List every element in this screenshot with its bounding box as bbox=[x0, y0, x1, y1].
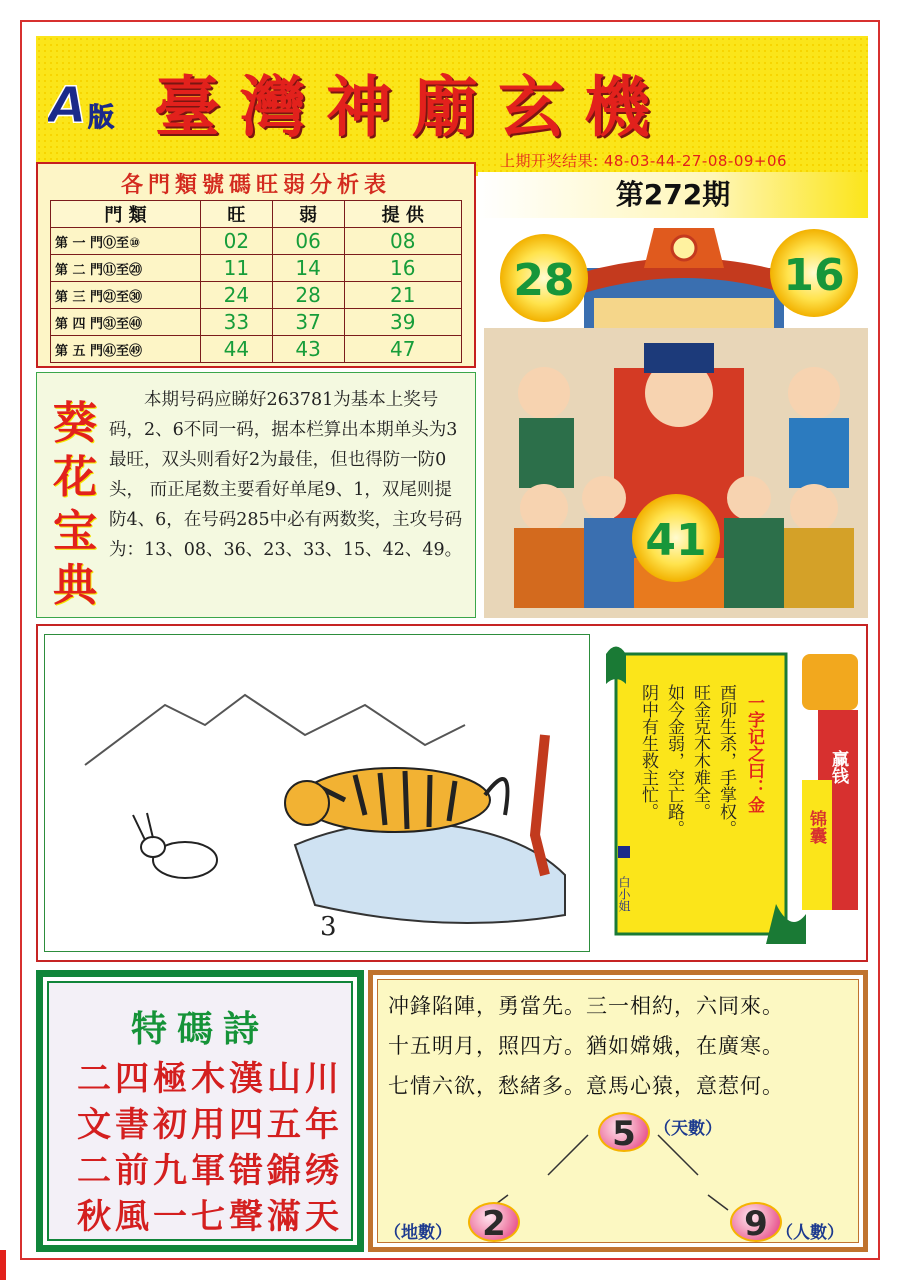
verse-box bbox=[368, 970, 868, 1252]
verse-line: 十五明月，照四方。猶如嫦娥，在廣寒。 bbox=[388, 1034, 784, 1058]
tigong-cell: 08 bbox=[344, 228, 461, 255]
scroll-line: 酉卯生杀，手掌权。 bbox=[716, 684, 736, 837]
treasure-box bbox=[36, 372, 476, 618]
wang-cell: 33 bbox=[201, 309, 273, 336]
side-tag-bottom: 锦囊 bbox=[806, 810, 826, 844]
scroll-line: 旺金克木木难全。 bbox=[690, 684, 710, 820]
tigong-cell: 39 bbox=[344, 309, 461, 336]
table-header: 提 供 bbox=[344, 201, 461, 228]
side-tag bbox=[798, 650, 862, 920]
door-cell: 第 五 門㊶至㊾ bbox=[51, 336, 201, 363]
heaven-label: （天數） bbox=[654, 1119, 722, 1139]
treasure-text: 本期号码应睇好263781为基本上奖号码，2、6不同一码，据本栏算出本期单头为3最旺，双头则看好2为最佳，但也得防一防0头， 而正尾数主要看好单尾9、1，双尾则提防4、6，在号码285中必有两数奖，主攻号码为：13、08、36、23、33、15、42、49。 bbox=[109, 390, 463, 560]
table-header: 旺 bbox=[201, 201, 273, 228]
human-number-ball: 9 bbox=[730, 1202, 782, 1242]
brocade-scroll bbox=[596, 644, 806, 944]
wang-cell: 11 bbox=[201, 255, 273, 282]
analysis-table-box bbox=[36, 162, 476, 368]
wang-cell: 02 bbox=[201, 228, 273, 255]
ball-center-number: 41 bbox=[645, 515, 707, 566]
tigong-cell: 16 bbox=[344, 255, 461, 282]
table-row bbox=[51, 336, 462, 363]
edge-mark bbox=[0, 1250, 6, 1280]
badge-text: 版 bbox=[88, 103, 115, 133]
poem-line: 秋風一七聲滿天 bbox=[77, 1197, 343, 1237]
ruo-cell: 43 bbox=[272, 336, 344, 363]
ball-left-number: 28 bbox=[513, 255, 575, 306]
treasure-side-title bbox=[45, 397, 105, 613]
page-title: 臺灣神廟玄機 bbox=[154, 68, 670, 146]
prev-result-numbers: 48-03-44-27-08-09+06 bbox=[603, 152, 788, 170]
verse-line: 七情六欲，愁緒多。意馬心猿，意惹何。 bbox=[388, 1074, 784, 1098]
side-tag-top: 赢钱 bbox=[828, 750, 848, 784]
side-title-char: 典 bbox=[53, 560, 97, 611]
side-title-char: 葵 bbox=[53, 398, 97, 449]
tiger-mark: 3 bbox=[320, 912, 337, 942]
heaven-number-ball: 5 bbox=[598, 1112, 650, 1152]
door-cell: 第 一 門⓪至⑩ bbox=[51, 228, 201, 255]
verse-line: 冲鋒陷陣，勇當先。三一相約，六同來。 bbox=[388, 994, 784, 1018]
ruo-cell: 37 bbox=[272, 309, 344, 336]
issue-number: 第272期 bbox=[478, 172, 868, 218]
scroll-line: 阴中有生救主忙。 bbox=[638, 684, 658, 820]
poem-line: 二前九軍错錦绣 bbox=[77, 1151, 343, 1191]
scroll-line: 如今金弱，空亡路。 bbox=[664, 684, 684, 837]
scroll-heading: 一字记之曰：金 bbox=[744, 694, 764, 813]
table-row bbox=[51, 228, 462, 255]
wang-cell: 24 bbox=[201, 282, 273, 309]
tiger-illustration bbox=[44, 634, 590, 952]
table-row bbox=[51, 255, 462, 282]
side-title-char: 宝 bbox=[53, 506, 97, 557]
poem-line: 文書初用四五年 bbox=[77, 1105, 343, 1145]
middle-section bbox=[36, 624, 868, 962]
temple-illustration bbox=[484, 218, 868, 618]
wang-cell: 44 bbox=[201, 336, 273, 363]
prev-result-label: 上期开奖结果: bbox=[500, 152, 599, 170]
edition-badge bbox=[48, 76, 138, 136]
svg-text:A: A bbox=[48, 76, 87, 134]
tigong-cell: 21 bbox=[344, 282, 461, 309]
earth-label: （地數） bbox=[384, 1223, 452, 1243]
poem-line: 二四極木漢山川 bbox=[77, 1059, 343, 1099]
table-row bbox=[51, 282, 462, 309]
table-row bbox=[51, 309, 462, 336]
earth-number-ball: 2 bbox=[468, 1202, 520, 1242]
table-header: 弱 bbox=[272, 201, 344, 228]
ruo-cell: 14 bbox=[272, 255, 344, 282]
analysis-table-title: 各門類號碼旺弱分析表 bbox=[120, 173, 391, 198]
special-poem-box bbox=[36, 970, 364, 1252]
analysis-table bbox=[50, 200, 462, 363]
page-frame bbox=[20, 20, 880, 1260]
human-label: （人數） bbox=[776, 1223, 844, 1243]
door-cell: 第 二 門⑪至⑳ bbox=[51, 255, 201, 282]
door-cell: 第 三 門㉑至㉚ bbox=[51, 282, 201, 309]
side-title-char: 花 bbox=[53, 452, 97, 503]
ruo-cell: 06 bbox=[272, 228, 344, 255]
ball-right-number: 16 bbox=[783, 250, 845, 301]
door-cell: 第 四 門㉛至㊵ bbox=[51, 309, 201, 336]
verse-inner bbox=[377, 979, 859, 1243]
table-header: 門 類 bbox=[51, 201, 201, 228]
ruo-cell: 28 bbox=[272, 282, 344, 309]
special-poem-title: 特碼詩 bbox=[130, 1008, 269, 1050]
table-header-row bbox=[51, 201, 462, 228]
prev-result bbox=[500, 150, 787, 171]
scroll-author: 白小姐 bbox=[617, 876, 631, 912]
tigong-cell: 47 bbox=[344, 336, 461, 363]
special-poem-inner bbox=[47, 981, 353, 1241]
